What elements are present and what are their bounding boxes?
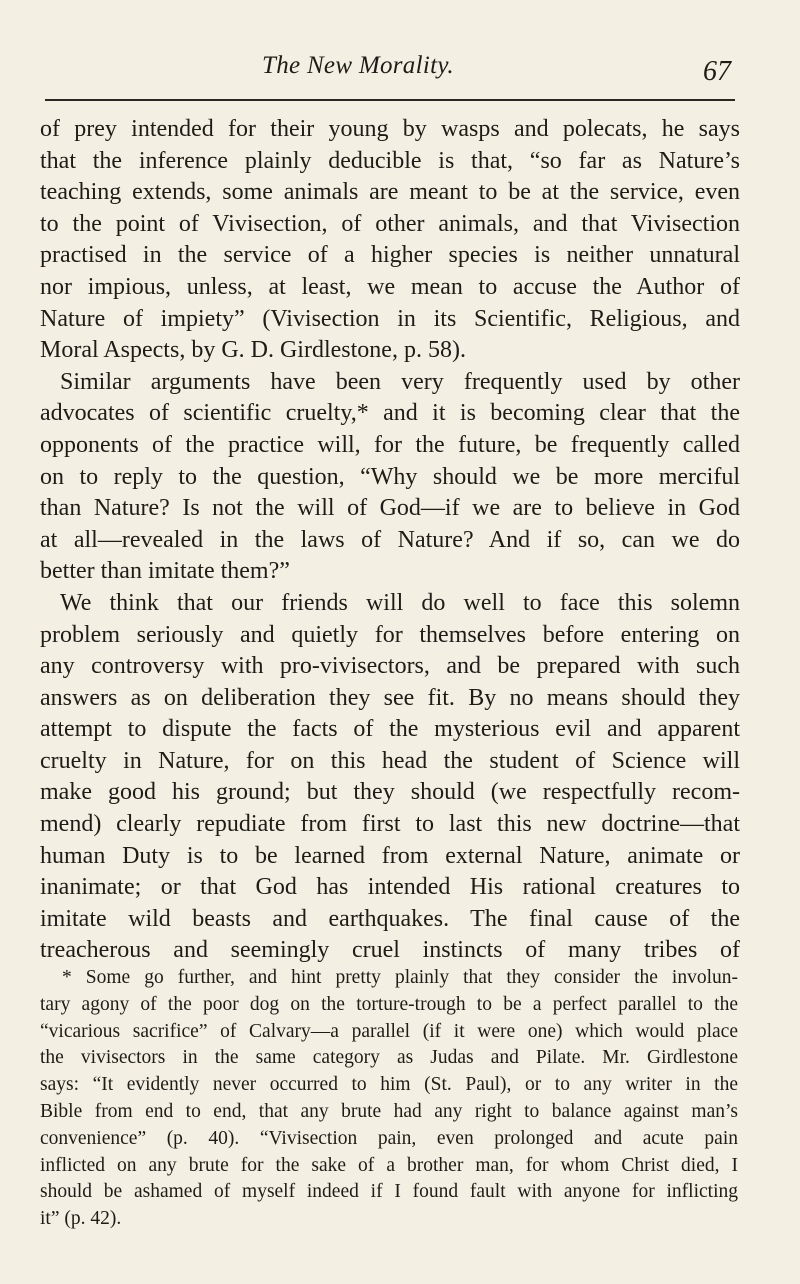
footnote-line: tary agony of the poor dog on the torture-trough to be a perfect parallel to the xyxy=(40,993,738,1015)
footnote-line: should be ashamed of myself indeed if I found fault with anyone for inflicting xyxy=(40,1181,738,1203)
body-line: teaching extends, some animals are meant to be at the service, even xyxy=(40,179,740,206)
body-line: answers as on deliberation they see fit. By no means should they xyxy=(40,684,740,711)
body-line: on to reply to the question, “Why should we be more merciful xyxy=(40,463,740,490)
body-line: Nature of impiety” (Vivisection in its Scientific, Religious, and xyxy=(40,305,740,332)
body-line: inanimate; or that God has intended His rational creatures to xyxy=(40,874,740,901)
body-line: cruelty in Nature, for on this head the student of Science will xyxy=(40,747,740,774)
page-number: 67 xyxy=(703,56,731,87)
footnote-line: the vivisectors in the same category as Judas and Pilate. Mr. Girdlestone xyxy=(40,1047,738,1069)
footnote-line: it” (p. 42). xyxy=(40,1208,122,1230)
body-line: that the inference plainly deducible is that, “so far as Nature’s xyxy=(40,147,740,174)
footnote-block xyxy=(40,965,738,1233)
body-line: We think that our friends will do well to face this solemn xyxy=(60,589,740,616)
body-text xyxy=(40,114,740,967)
body-line: Similar arguments have been very frequently used by other xyxy=(60,368,740,395)
footnote-line: * Some go further, and hint pretty plainly that they consider the involun- xyxy=(62,967,738,988)
running-title: The New Morality. xyxy=(262,52,454,79)
footnote-line: inflicted on any brute for the sake of a brother man, for whom Christ died, I xyxy=(40,1154,738,1176)
body-line: at all—revealed in the laws of Nature? And if so, can we do xyxy=(40,526,740,553)
body-line: attempt to dispute the facts of the mysterious evil and apparent xyxy=(40,716,740,743)
body-line: than Nature? Is not the will of God—if we are to believe in God xyxy=(40,495,740,522)
body-line: mend) clearly repudiate from first to last this new doctrine—that xyxy=(40,811,740,838)
body-line: better than imitate them?” xyxy=(40,558,290,585)
body-line: nor impious, unless, at least, we mean to accuse the Author of xyxy=(40,273,740,300)
footnote-line: convenience” (p. 40). “Vivisection pain, even prolonged and acute pain xyxy=(40,1127,738,1149)
footnote-line: says: “It evidently never occurred to him (St. Paul), or to any writer in the xyxy=(40,1074,738,1096)
body-line: treacherous and seemingly cruel instincts of many tribes of xyxy=(40,937,740,964)
running-head xyxy=(0,48,800,86)
body-line: human Duty is to be learned from external Nature, animate or xyxy=(40,842,740,869)
body-line: of prey intended for their young by wasps and polecats, he says xyxy=(40,116,740,142)
footnote-line: “vicarious sacrifice” of Calvary—a parallel (if it were one) which would place xyxy=(40,1020,738,1042)
body-line: problem seriously and quietly for themselves before entering on xyxy=(40,621,740,648)
body-line: practised in the service of a higher species is neither unnatural xyxy=(40,242,740,269)
body-line: to the point of Vivisection, of other animals, and that Vivisection xyxy=(40,210,740,237)
footnote-line: Bible from end to end, that any brute had any right to balance against man’s xyxy=(40,1100,738,1122)
header-rule xyxy=(45,99,735,101)
body-line: imitate wild beasts and earthquakes. The final cause of the xyxy=(40,905,740,932)
body-line: opponents of the practice will, for the future, be frequently called xyxy=(40,431,740,458)
body-line: make good his ground; but they should (we respectfully recom- xyxy=(40,779,740,806)
body-line: Moral Aspects, by G. D. Girdlestone, p. 58). xyxy=(40,337,466,364)
body-line: advocates of scientific cruelty,* and it is becoming clear that the xyxy=(40,400,740,427)
body-line: any controversy with pro-vivisectors, and be prepared with such xyxy=(40,653,740,680)
